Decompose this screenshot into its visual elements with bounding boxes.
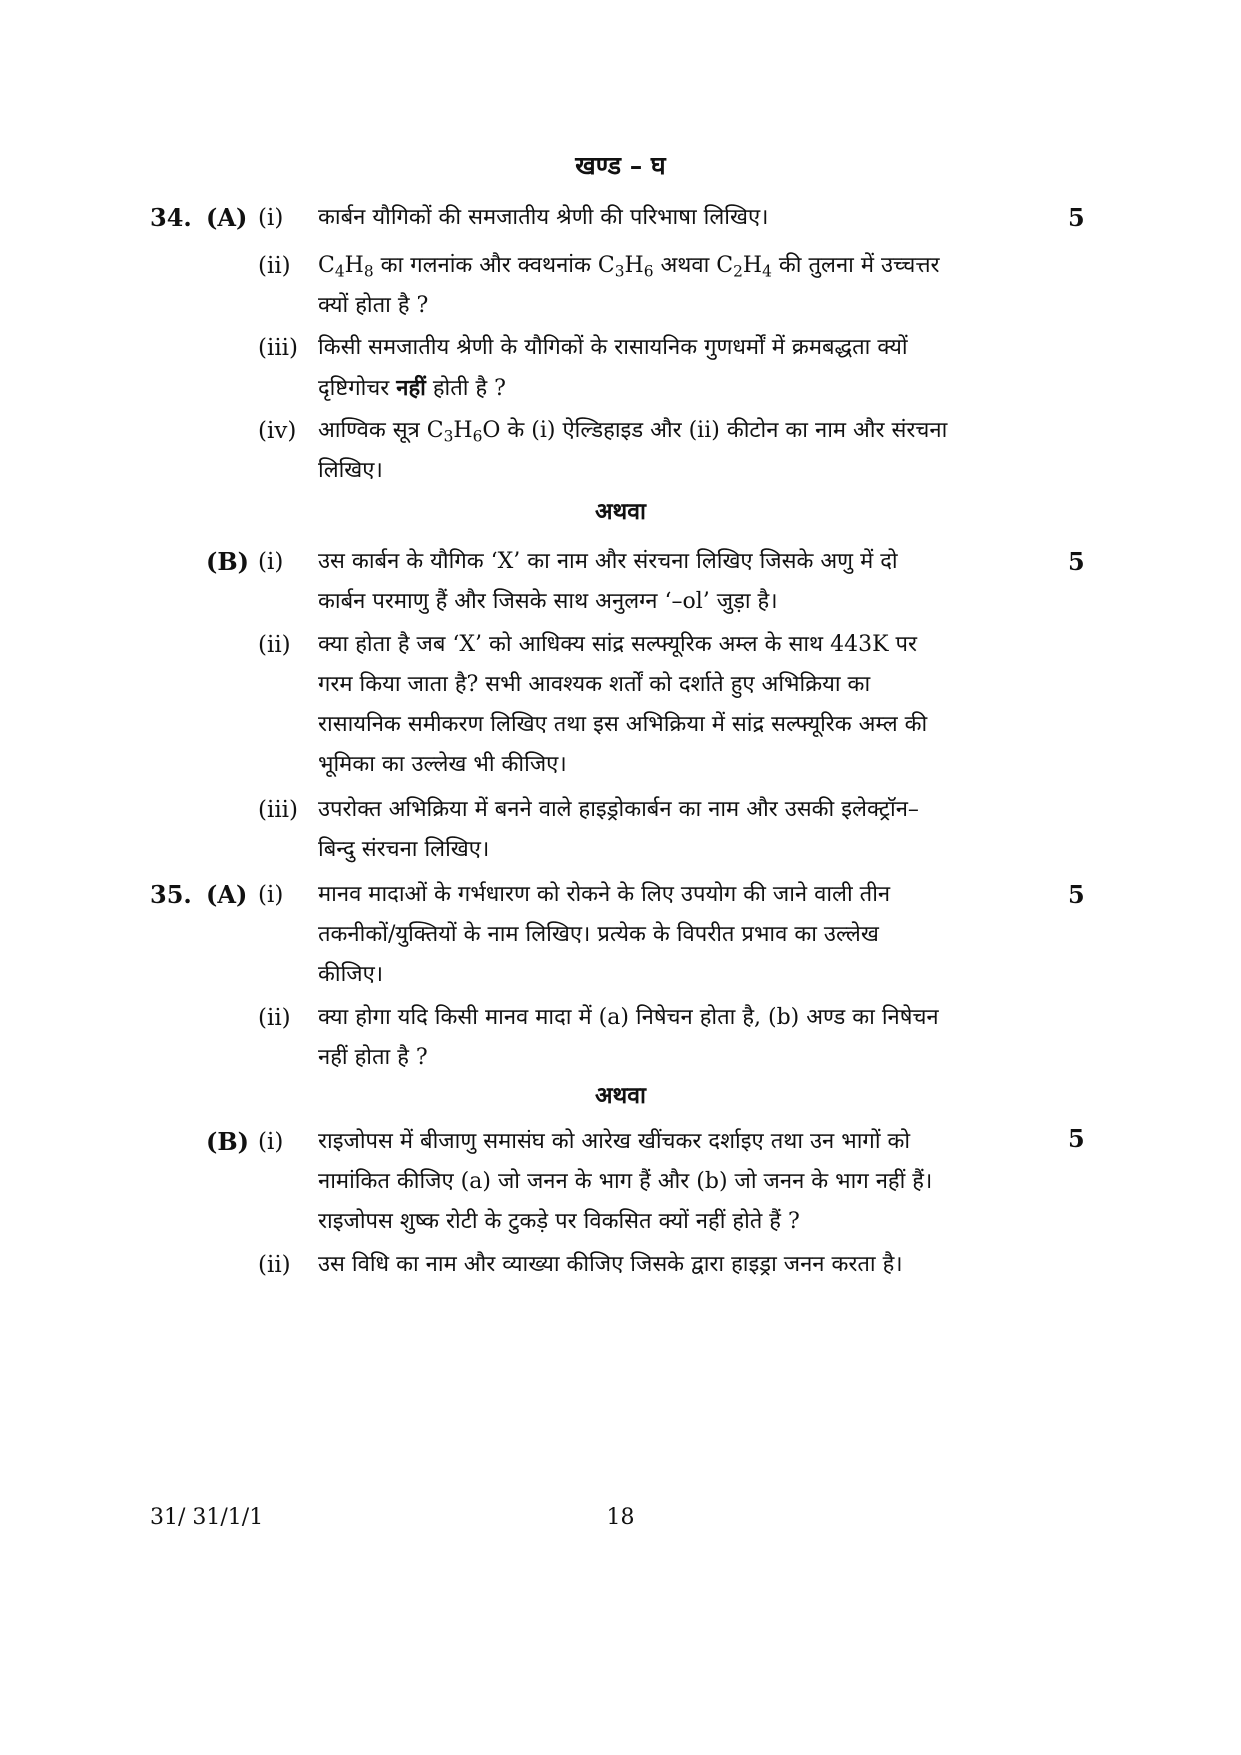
question-number-35: 35. (150, 880, 192, 909)
q34-a-iv-line1: आण्विक सूत्र $C_3H_6O$ के (i) ऐल्डिहाइड और (ii) कीटोन का नाम और संरचना (318, 418, 948, 446)
section-title: खण्ड – घ (575, 151, 666, 180)
q34-a-iii-label: (iii) (258, 335, 299, 361)
q34-a-ii-text (318, 246, 1010, 326)
q34-part-b-marks: 5 (1068, 547, 1085, 576)
q34-a-iii-text (318, 328, 1010, 409)
q35-or-label: अथवा (594, 1082, 646, 1109)
q34-part-a-label: (A) (206, 203, 248, 232)
q35-part-b-label: (B) (206, 1127, 249, 1156)
q34-a-iii-line2: दृष्टिगोचर नहीं होती है ? (318, 375, 506, 401)
q34-b-ii-line4: भूमिका का उल्लेख भी कीजिए। (318, 752, 567, 777)
q34-a-iii-line1: किसी समजातीय श्रेणी के यौगिकों के रासायनिक गुणधर्मों में क्रमबद्धता क्यों (318, 335, 908, 360)
q35-b-i-line1: राइजोपस में बीजाणु समासंघ को आरेख खींचकर दर्शाइए तथा उन भागों को (318, 1129, 911, 1154)
q34-b-i-text (318, 542, 1010, 622)
q34-part-a-marks: 5 (1068, 203, 1085, 232)
q35-b-i-line3: राइजोपस शुष्क रोटी के टुकड़े पर विकसित क्यों नहीं होते हैं ? (318, 1209, 800, 1234)
q35-b-ii-label: (ii) (258, 1252, 291, 1278)
q34-a-ii-line2: क्यों होता है ? (318, 293, 429, 318)
q35-a-ii-line2: नहीं होता है ? (318, 1045, 428, 1070)
q34-b-i-line1: उस कार्बन के यौगिक ‘X’ का नाम और संरचना लिखिए जिसके अणु में दो (318, 549, 898, 574)
q35-a-ii-line1: क्या होगा यदि किसी मानव मादा में (a) निषेचन होता है, (b) अण्ड का निषेचन (318, 1005, 939, 1030)
q34-b-ii-text (318, 625, 1010, 785)
q34-b-ii-line2: गरम किया जाता है? सभी आवश्यक शर्तों को दर्शाते हुए अभिक्रिया का (318, 672, 871, 697)
q35-a-ii-text (318, 998, 1010, 1078)
q34-b-iii-text (318, 790, 1010, 870)
q35-b-ii-line1: उस विधि का नाम और व्याख्या कीजिए जिसके द्वारा हाइड्रा जनन करता है। (318, 1252, 903, 1277)
q34-a-ii-label: (ii) (258, 253, 291, 279)
q35-part-a-marks: 5 (1068, 880, 1085, 909)
q35-b-i-line2: नामांकित कीजिए (a) जो जनन के भाग हैं और (b) जो जनन के भाग नहीं हैं। (318, 1169, 933, 1194)
q34-a-i-label: (i) (258, 205, 284, 231)
question-number-34: 34. (150, 203, 192, 232)
q34-or-label: अथवा (594, 498, 646, 525)
q34-b-i-label: (i) (258, 549, 284, 575)
q34-b-iii-line2: बिन्दु संरचना लिखिए। (318, 837, 490, 862)
q34-b-ii-line3: रासायनिक समीकरण लिखिए तथा इस अभिक्रिया में सांद्र सल्फ्यूरिक अम्ल की (318, 712, 928, 737)
q35-a-i-line2: तकनीकों/युक्तियों के नाम लिखिए। प्रत्येक के विपरीत प्रभाव का उल्लेख (318, 922, 879, 947)
q35-a-ii-label: (ii) (258, 1005, 291, 1031)
q34-b-iii-label: (iii) (258, 797, 299, 823)
q35-part-b-marks: 5 (1068, 1124, 1085, 1153)
q34-a-iv-text (318, 411, 1010, 491)
paper-code: 31/ 31/1/1 (150, 1505, 264, 1530)
q35-b-i-label: (i) (258, 1129, 284, 1155)
q34-b-iii-line1: उपरोक्त अभिक्रिया में बनने वाले हाइड्रोकार्बन का नाम और उसकी इलेक्ट्रॉन– (318, 797, 919, 822)
page-number: 18 (606, 1505, 635, 1530)
q35-a-i-line1: मानव मादाओं के गर्भधारण को रोकने के लिए उपयोग की जाने वाली तीन (318, 882, 891, 907)
q34-b-i-line2: कार्बन परमाणु हैं और जिसके साथ अनुलग्न ‘–ol’ जुड़ा है। (318, 589, 778, 614)
q34-a-iv-label: (iv) (258, 418, 297, 444)
q35-b-i-text (318, 1122, 1010, 1242)
q34-a-ii-line1: $C_4H_8$ का गलनांक और क्वथनांक $C_3H_6$ अथवा $C_2H_4$ की तुलना में उच्चत्तर (318, 253, 940, 281)
q35-a-i-text (318, 875, 1010, 995)
q34-a-i-line: कार्बन यौगिकों की समजातीय श्रेणी की परिभाषा लिखिए। (318, 205, 769, 230)
q34-b-ii-line1: क्या होता है जब ‘X’ को आधिक्य सांद्र सल्फ्यूरिक अम्ल के साथ 443K पर (318, 632, 917, 657)
q35-a-i-line3: कीजिए। (318, 962, 384, 987)
q35-a-i-label: (i) (258, 882, 284, 908)
q35-b-ii-text (318, 1245, 1010, 1285)
q34-a-i-text (318, 198, 1010, 238)
q34-b-ii-label: (ii) (258, 632, 291, 658)
q34-part-b-label: (B) (206, 547, 249, 576)
q35-part-a-label: (A) (206, 880, 248, 909)
q34-a-iv-line2: लिखिए। (318, 458, 383, 483)
